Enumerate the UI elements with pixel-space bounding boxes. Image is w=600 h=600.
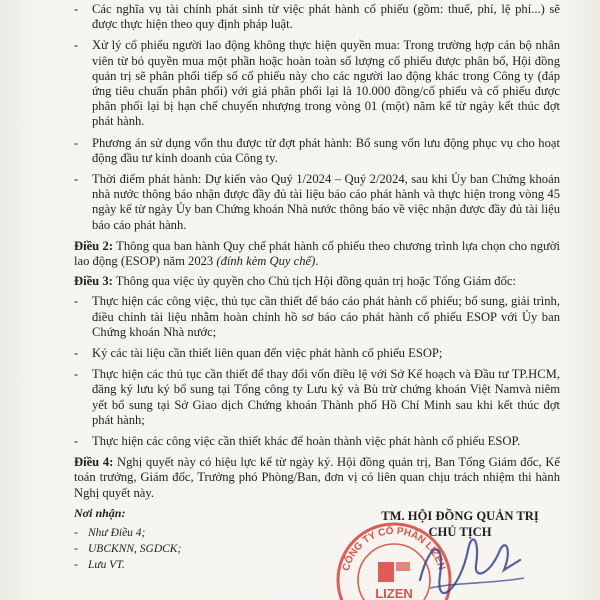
recipients-block: [74, 505, 314, 573]
recipient-item: - Như Điều 4;: [74, 525, 314, 541]
recipients-title: Nơi nhận:: [74, 506, 126, 520]
recipient-item: - UBCKNN, SGDCK;: [74, 541, 314, 557]
seal-logo-text: LIZEN: [375, 586, 413, 600]
article-2-end: .: [315, 254, 319, 269]
article-2-italic: (đính kèm Quy chế): [216, 254, 316, 269]
bullet-art3-sign-documents: - Ký các tài liệu cần thiết liên quan đến việc phát hành cổ phiếu ESOP;: [74, 346, 560, 361]
article-4: [74, 455, 560, 501]
bullet-financial-obligations: - Các nghĩa vụ tài chính phát sinh từ việc phát hành cổ phiếu (gồm: thuế, phí, lệ phí...) sẽ được thực hiện theo quy định pháp luật.: [74, 2, 560, 32]
bullet-issuance-timing: - Thời điểm phát hành: Dự kiến vào Quý 1/2024 – Quý 2/2024, sau khi Ủy ban Chứng khoán nhà nước thông báo nhận được đầy đủ tài liệu báo cáo phát hành và thực hiện trong vòng 45 ngày kể từ ngày Ủy ban Chứng khoán Nhà nước thông báo về việc nhận được đầy đủ tài liệu báo cáo phát hành.: [74, 172, 560, 233]
article-3: [74, 274, 560, 289]
article-2-label: Điều 2:: [74, 238, 114, 253]
document-body: [74, 2, 560, 506]
signature-title: TM. HỘI ĐỒNG QUẢN TRỊ: [381, 509, 539, 523]
bullet-art3-procedures: - Thực hiện các công việc, thủ tục cần thiết để báo cáo phát hành cổ phiếu; bổ sung, giải trình, điều chỉnh tài liệu nhằm hoàn chỉnh hồ sơ báo cáo phát hành cổ phiếu ESOP với Ủy ban Chứng khoán Nhà nước;: [74, 294, 560, 340]
signature-block: [340, 508, 580, 540]
article-3-label: Điều 3:: [74, 274, 113, 289]
signature-role: CHỦ TỊCH: [428, 525, 492, 539]
bullet-art3-other-work: - Thực hiện các công việc cần thiết khác để hoàn thành việc phát hành cổ phiếu ESOP.: [74, 434, 560, 449]
bullet-use-of-proceeds: - Phương án sử dụng vốn thu được từ đợt phát hành: Bổ sung vốn lưu động phục vụ cho hoạt động đầu tư kinh doanh của Công ty.: [74, 136, 560, 166]
article-3-text: Thông qua việc ủy quyền cho Chủ tịch Hội đồng quản trị hoặc Tổng Giám đốc:: [112, 274, 516, 289]
recipient-item: - Lưu VT.: [74, 557, 314, 573]
seal-ring-text: CÔNG TY CỔ PHẦN LIZEN: [340, 525, 447, 573]
article-2: [74, 239, 560, 269]
article-4-text: Nghị quyết này có hiệu lực kể từ ngày ký. Hội đồng quản trị, Ban Tổng Giám đốc, Kế toán trưởng, Giám đốc, Trưởng phó Phòng/Ban, đơn vị có liên quan chịu trách nhiệm thi hành Nghị quyết này.: [74, 455, 561, 500]
bullet-unexercised-shares: - Xử lý cổ phiếu người lao động không thực hiện quyền mua: Trong trường hợp cán bộ nhân viên từ bỏ quyền mua một phần hoặc hoàn toàn số lượng cổ phiếu được phân bổ, Hội đồng quản trị sẽ phân phối tiếp số cổ phiếu này cho các người lao động khác trong Công ty (đáp ứng tiêu chuẩn phân phối) với giá phân phối lại là 10.000 đồng/cổ phiếu và cổ phiếu được phân phối lại bị hạn chế chuyển nhượng trong vòng 01 (một) năm kể từ ngày kết thúc đợt phát hành.: [74, 38, 560, 129]
bullet-art3-charter-capital: - Thực hiện các thủ tục cần thiết để thay đổi vốn điều lệ với Sở Kế hoạch và Đầu tư TP.HCM, đăng ký lưu ký bổ sung tại Tổng công ty Lưu ký và Bù trừ chứng khoán Việt Namvà niêm yết bổ sung tại Sở Giao dịch Chứng khoán Thành phố Hồ Chí Minh sau khi kết thúc đợt phát hành;: [74, 367, 560, 428]
article-2-text: Thông qua ban hành Quy chế phát hành cổ phiếu theo chương trình lựa chọn cho người lao động (ESOP) năm 2023: [74, 238, 560, 269]
article-4-label: Điều 4:: [74, 455, 114, 470]
